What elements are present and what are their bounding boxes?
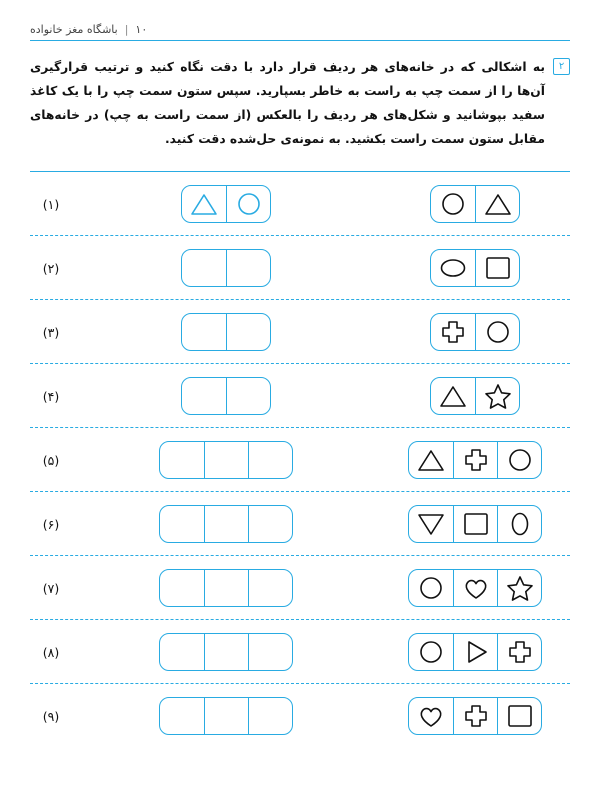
circle-icon bbox=[505, 447, 535, 473]
prompt-cell bbox=[409, 698, 453, 734]
ellipse-icon bbox=[438, 255, 468, 281]
answer-cell[interactable] bbox=[160, 506, 204, 542]
prompt-cell-group bbox=[408, 633, 542, 671]
triangle-down-icon bbox=[416, 511, 446, 537]
prompt-cell-group bbox=[408, 441, 542, 479]
star-icon bbox=[483, 383, 513, 409]
exercise-row bbox=[30, 172, 570, 236]
answer-cell-group[interactable] bbox=[181, 185, 271, 223]
page-number: ۱۰ bbox=[135, 22, 148, 36]
answer-cell[interactable] bbox=[182, 186, 226, 222]
triangle-icon bbox=[416, 447, 446, 473]
answer-cell[interactable] bbox=[204, 698, 248, 734]
heart-icon bbox=[416, 703, 446, 729]
answer-cell[interactable] bbox=[182, 314, 226, 350]
answer-cell[interactable] bbox=[204, 442, 248, 478]
answer-cell-group[interactable] bbox=[159, 569, 293, 607]
row-number: (۶) bbox=[42, 516, 60, 532]
exercise-row bbox=[30, 556, 570, 620]
prompt-cell bbox=[409, 506, 453, 542]
answer-cell[interactable] bbox=[160, 570, 204, 606]
prompt-cell bbox=[431, 186, 475, 222]
prompt-cell-group bbox=[430, 249, 520, 287]
answer-area[interactable] bbox=[72, 505, 380, 543]
prompt-area bbox=[380, 185, 570, 223]
exercise-row bbox=[30, 300, 570, 364]
answer-cell-group[interactable] bbox=[181, 313, 271, 351]
prompt-cell-group bbox=[430, 313, 520, 351]
circle-icon bbox=[416, 639, 446, 665]
answer-cell[interactable] bbox=[204, 506, 248, 542]
exercise-row bbox=[30, 364, 570, 428]
triangle-icon bbox=[483, 191, 513, 217]
square-icon bbox=[483, 255, 513, 281]
row-number: (۴) bbox=[42, 388, 60, 404]
header-inner bbox=[30, 23, 147, 36]
star-icon bbox=[505, 575, 535, 601]
answer-cell-group[interactable] bbox=[159, 441, 293, 479]
prompt-area bbox=[380, 569, 570, 607]
answer-cell-group[interactable] bbox=[181, 249, 271, 287]
prompt-cell bbox=[497, 634, 541, 670]
answer-area[interactable] bbox=[72, 569, 380, 607]
answer-area[interactable] bbox=[72, 313, 380, 351]
prompt-cell-group bbox=[408, 505, 542, 543]
answer-cell[interactable] bbox=[160, 634, 204, 670]
prompt-cell bbox=[431, 250, 475, 286]
prompt-cell bbox=[497, 698, 541, 734]
row-number: (۱) bbox=[42, 196, 60, 212]
prompt-area bbox=[380, 313, 570, 351]
prompt-area bbox=[380, 249, 570, 287]
prompt-cell bbox=[453, 506, 497, 542]
prompt-cell bbox=[453, 442, 497, 478]
prompt-cell bbox=[431, 378, 475, 414]
answer-cell[interactable] bbox=[226, 250, 270, 286]
exercise-row bbox=[30, 620, 570, 684]
answer-area[interactable] bbox=[72, 697, 380, 735]
prompt-cell bbox=[497, 570, 541, 606]
circle-icon bbox=[438, 191, 468, 217]
prompt-cell bbox=[475, 250, 519, 286]
prompt-cell bbox=[409, 442, 453, 478]
prompt-area bbox=[380, 633, 570, 671]
triangle-icon bbox=[189, 191, 219, 217]
answer-cell[interactable] bbox=[226, 378, 270, 414]
circle-icon bbox=[483, 319, 513, 345]
prompt-cell bbox=[497, 506, 541, 542]
row-number: (۲) bbox=[42, 260, 60, 276]
answer-cell[interactable] bbox=[204, 570, 248, 606]
row-number: (۳) bbox=[42, 324, 60, 340]
prompt-cell bbox=[453, 698, 497, 734]
cross-icon bbox=[461, 703, 491, 729]
question-number-badge: ۲ bbox=[553, 58, 570, 75]
prompt-cell bbox=[409, 634, 453, 670]
exercise-row bbox=[30, 684, 570, 748]
instruction-text: به اشکالی که در خانه‌های هر ردیف قرار دارد با دقت نگاه کنید و ترتیب قرارگیری آن‌ها را از سمت چپ به راست به خاطر بسپارید. سپس ستون سمت چپ را با یک کاغذ سفید بپوشانید و شکل‌های هر ردیف را بالعکس (از سمت راست به چپ) در خانه‌های مقابل ستون سمت راست بکشید. به نمونه‌ی حل‌شده دقت کنید. bbox=[30, 60, 545, 146]
prompt-cell-group bbox=[408, 697, 542, 735]
answer-cell-group[interactable] bbox=[159, 697, 293, 735]
exercise-row bbox=[30, 236, 570, 300]
answer-cell[interactable] bbox=[248, 506, 292, 542]
answer-area[interactable] bbox=[72, 441, 380, 479]
prompt-area bbox=[380, 377, 570, 415]
header-divider bbox=[30, 40, 570, 41]
cross-icon bbox=[505, 639, 535, 665]
answer-area[interactable] bbox=[72, 185, 380, 223]
page-header bbox=[30, 18, 570, 40]
prompt-cell bbox=[475, 186, 519, 222]
square-icon bbox=[461, 511, 491, 537]
answer-cell-group[interactable] bbox=[159, 633, 293, 671]
ellipse-v-icon bbox=[505, 511, 535, 537]
exercise-rows bbox=[30, 172, 570, 748]
cross-icon bbox=[438, 319, 468, 345]
square-icon bbox=[505, 703, 535, 729]
circle-icon bbox=[416, 575, 446, 601]
prompt-cell bbox=[475, 314, 519, 350]
prompt-area bbox=[380, 505, 570, 543]
answer-cell[interactable] bbox=[226, 314, 270, 350]
prompt-cell-group bbox=[430, 377, 520, 415]
prompt-cell bbox=[409, 570, 453, 606]
answer-cell[interactable] bbox=[248, 570, 292, 606]
answer-cell[interactable] bbox=[160, 442, 204, 478]
instruction-block bbox=[30, 56, 570, 152]
answer-cell[interactable] bbox=[248, 634, 292, 670]
row-number: (۷) bbox=[42, 580, 60, 596]
prompt-area bbox=[380, 441, 570, 479]
answer-area[interactable] bbox=[72, 377, 380, 415]
answer-cell[interactable] bbox=[204, 634, 248, 670]
row-number: (۹) bbox=[42, 708, 60, 724]
cross-icon bbox=[461, 447, 491, 473]
prompt-cell bbox=[431, 314, 475, 350]
book-title: باشگاه مغز خانواده bbox=[30, 22, 118, 36]
row-number: (۵) bbox=[42, 452, 60, 468]
prompt-cell-group bbox=[430, 185, 520, 223]
exercise-row bbox=[30, 428, 570, 492]
answer-cell[interactable] bbox=[226, 186, 270, 222]
answer-cell[interactable] bbox=[182, 250, 226, 286]
answer-cell-group[interactable] bbox=[159, 505, 293, 543]
answer-cell-group[interactable] bbox=[181, 377, 271, 415]
triangle-icon bbox=[438, 383, 468, 409]
exercise-row bbox=[30, 492, 570, 556]
triangle-right-icon bbox=[461, 639, 491, 665]
circle-icon bbox=[234, 191, 264, 217]
prompt-cell bbox=[453, 570, 497, 606]
answer-cell[interactable] bbox=[248, 442, 292, 478]
prompt-area bbox=[380, 697, 570, 735]
prompt-cell bbox=[453, 634, 497, 670]
prompt-cell bbox=[475, 378, 519, 414]
prompt-cell-group bbox=[408, 569, 542, 607]
prompt-cell bbox=[497, 442, 541, 478]
answer-area[interactable] bbox=[72, 249, 380, 287]
answer-area[interactable] bbox=[72, 633, 380, 671]
heart-icon bbox=[461, 575, 491, 601]
header-separator: | bbox=[124, 22, 129, 36]
row-number: (۸) bbox=[42, 644, 60, 660]
answer-cell[interactable] bbox=[248, 698, 292, 734]
answer-cell[interactable] bbox=[160, 698, 204, 734]
answer-cell[interactable] bbox=[182, 378, 226, 414]
